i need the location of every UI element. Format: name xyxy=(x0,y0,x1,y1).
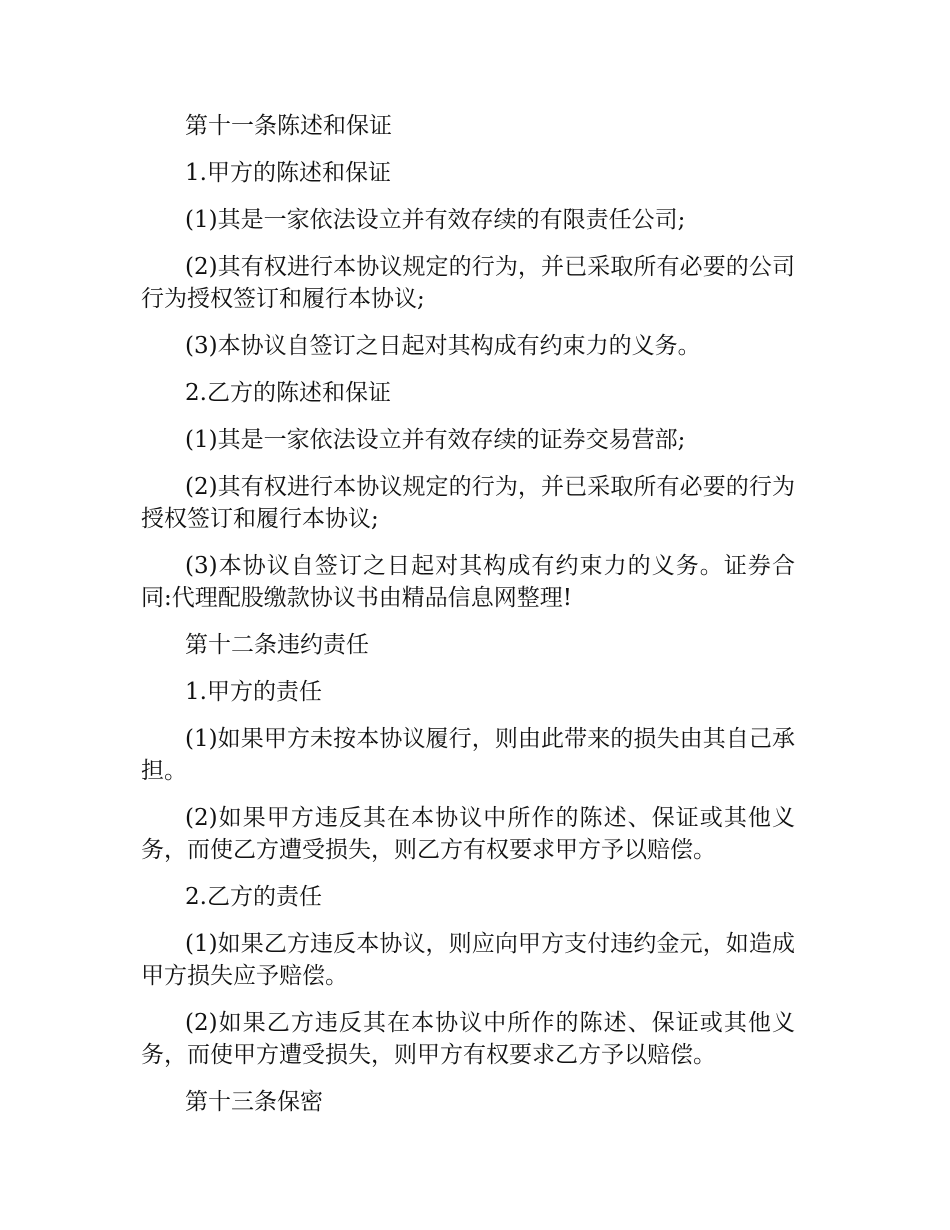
heading-article-13: 第十三条保密 xyxy=(185,1089,323,1115)
paragraph: (1)如果甲方未按本协议履行，则由此带来的损失由其自己承担。 xyxy=(141,726,795,784)
document-body xyxy=(141,110,795,1133)
paragraph: (2)如果乙方违反其在本协议中所作的陈述、保证或其他义务，而使甲方遭受损失，则甲方有权要求乙方予以赔偿。 xyxy=(141,1010,795,1068)
heading-article-11: 第十一条陈述和保证 xyxy=(185,113,392,139)
heading-article-12: 第十二条违约责任 xyxy=(185,632,369,658)
paragraph: (2)其有权进行本协议规定的行为，并已采取所有必要的行为授权签订和履行本协议; xyxy=(141,474,795,532)
paragraph: (1)其是一家依法设立并有效存续的有限责任公司; xyxy=(185,207,686,233)
paragraph: (1)其是一家依法设立并有效存续的证券交易营部; xyxy=(185,427,686,453)
paragraph: (3)本协议自签订之日起对其构成有约束力的义务。 xyxy=(185,333,701,359)
subheading-party-a-liability: 1.甲方的责任 xyxy=(185,679,322,705)
subheading-party-a-representations: 1.甲方的陈述和保证 xyxy=(185,160,391,186)
subheading-party-b-representations: 2.乙方的陈述和保证 xyxy=(185,380,391,406)
paragraph: (2)其有权进行本协议规定的行为，并已采取所有必要的公司行为授权签订和履行本协议; xyxy=(141,254,795,312)
paragraph: (2)如果甲方违反其在本协议中所作的陈述、保证或其他义务，而使乙方遭受损失，则乙方有权要求甲方予以赔偿。 xyxy=(141,805,795,863)
subheading-party-b-liability: 2.乙方的责任 xyxy=(185,884,322,910)
paragraph: (3)本协议自签订之日起对其构成有约束力的义务。证券合同:代理配股缴款协议书由精品信息网整理! xyxy=(141,553,795,611)
paragraph: (1)如果乙方违反本协议，则应向甲方支付违约金元，如造成甲方损失应予赔偿。 xyxy=(141,931,795,989)
